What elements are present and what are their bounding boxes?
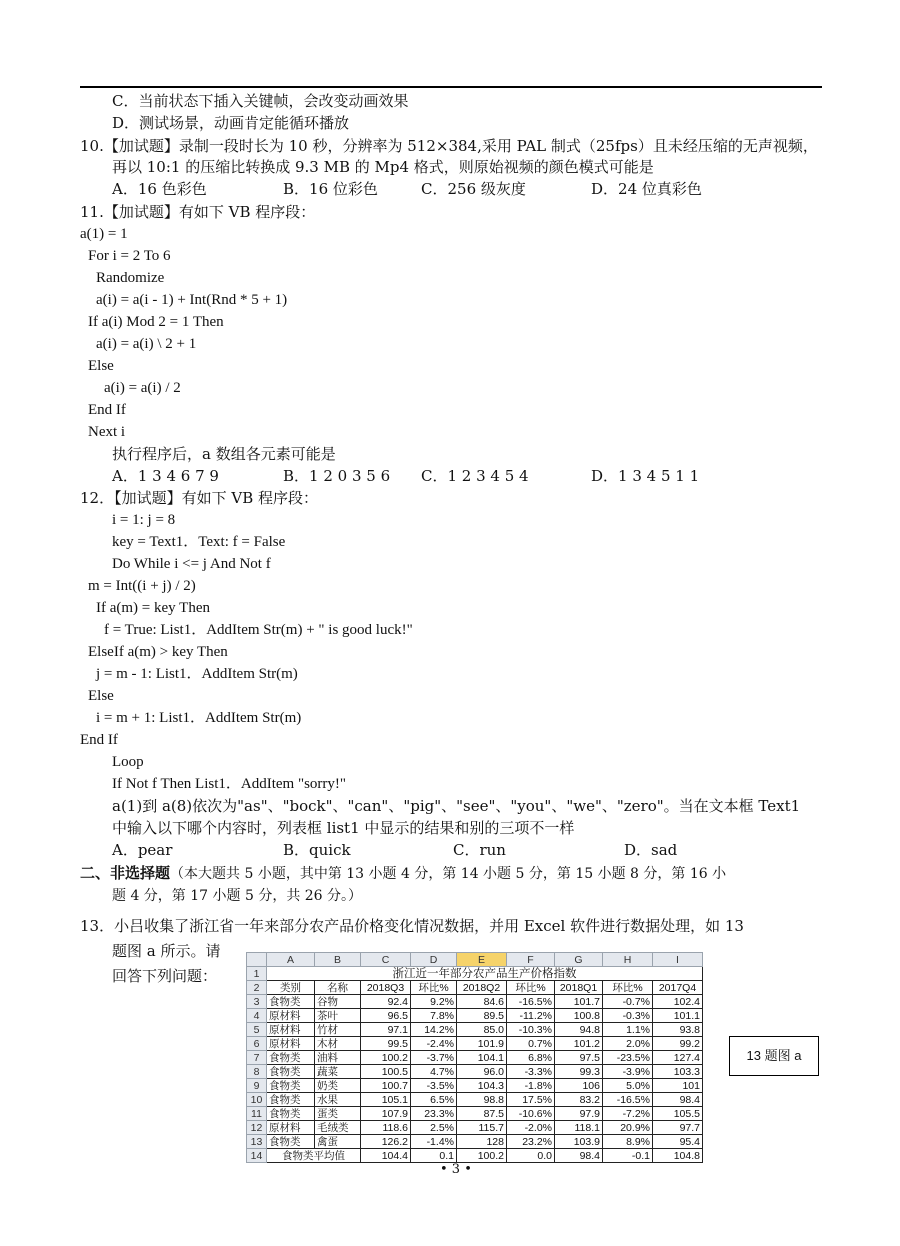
data-cell[interactable]: -2.4% <box>411 1037 457 1051</box>
table-row <box>247 1023 703 1037</box>
column-header[interactable]: C <box>361 953 411 967</box>
data-cell[interactable]: 97.5 <box>555 1051 603 1065</box>
q11-option-b: B．1 2 0 3 5 6 <box>283 467 391 485</box>
q9-option-c: C．当前状态下插入关键帧，会改变动画效果 <box>112 92 409 110</box>
data-cell[interactable]: -10.3% <box>507 1023 555 1037</box>
data-cell[interactable]: 原材料 <box>267 1037 315 1051</box>
data-cell[interactable]: 谷物 <box>315 995 361 1009</box>
q12-code-line: f = True: List1．AddItem Str(m) + " is good luck!" <box>104 622 413 638</box>
data-cell[interactable]: 4.7% <box>411 1065 457 1079</box>
header-cell[interactable]: 2018Q1 <box>555 981 603 995</box>
data-cell[interactable]: 100.7 <box>361 1079 411 1093</box>
data-cell[interactable]: 96.5 <box>361 1009 411 1023</box>
data-cell[interactable]: 92.4 <box>361 995 411 1009</box>
data-cell[interactable]: -1.4% <box>411 1135 457 1149</box>
data-cell[interactable]: 100.8 <box>555 1009 603 1023</box>
data-cell[interactable]: 97.1 <box>361 1023 411 1037</box>
table-row <box>247 981 703 995</box>
data-cell[interactable]: 99.2 <box>653 1037 703 1051</box>
header-cell[interactable]: 环比% <box>411 981 457 995</box>
data-cell[interactable]: 8.9% <box>603 1135 653 1149</box>
column-header-row <box>247 953 703 967</box>
data-cell[interactable]: -2.0% <box>507 1121 555 1135</box>
average-cell[interactable]: -0.1 <box>603 1149 653 1163</box>
spreadsheet <box>246 952 703 1163</box>
data-cell[interactable]: 97.7 <box>653 1121 703 1135</box>
data-cell[interactable]: 100.2 <box>361 1051 411 1065</box>
q13-stem-line2: 题图 a 所示。请 <box>112 942 221 960</box>
data-cell[interactable]: 食物类 <box>267 1065 315 1079</box>
q12-code-line: If a(m) = key Then <box>96 600 210 616</box>
header-cell[interactable]: 名称 <box>315 981 361 995</box>
q12-code-line: i = m + 1: List1．AddItem Str(m) <box>96 710 302 726</box>
row-header[interactable]: 3 <box>247 995 267 1009</box>
data-cell[interactable]: -16.5% <box>507 995 555 1009</box>
column-header[interactable]: A <box>267 953 315 967</box>
column-header[interactable]: G <box>555 953 603 967</box>
data-cell[interactable]: 奶类 <box>315 1079 361 1093</box>
data-cell[interactable]: 油料 <box>315 1051 361 1065</box>
data-cell[interactable]: 9.2% <box>411 995 457 1009</box>
data-cell[interactable]: 96.0 <box>457 1065 507 1079</box>
data-cell[interactable]: 原材料 <box>267 1121 315 1135</box>
data-cell[interactable]: 木材 <box>315 1037 361 1051</box>
table-row <box>247 1037 703 1051</box>
row-header[interactable]: 6 <box>247 1037 267 1051</box>
data-cell[interactable]: 毛绒类 <box>315 1121 361 1135</box>
q11-question: 执行程序后，a 数组各元素可能是 <box>112 445 336 463</box>
data-cell[interactable]: -16.5% <box>603 1093 653 1107</box>
average-cell[interactable]: 104.4 <box>361 1149 411 1163</box>
data-cell[interactable]: 99.3 <box>555 1065 603 1079</box>
row-header[interactable]: 7 <box>247 1051 267 1065</box>
row-header[interactable]: 8 <box>247 1065 267 1079</box>
data-cell[interactable]: 7.8% <box>411 1009 457 1023</box>
average-cell[interactable]: 100.2 <box>457 1149 507 1163</box>
data-cell[interactable]: 104.3 <box>457 1079 507 1093</box>
q12-code-line: End If <box>80 732 118 748</box>
column-header[interactable]: H <box>603 953 653 967</box>
figure-label: 13 题图 a <box>729 1036 819 1076</box>
table-row <box>247 995 703 1009</box>
data-cell[interactable]: -1.8% <box>507 1079 555 1093</box>
q12-code-line: Else <box>88 688 114 704</box>
data-cell[interactable]: 0.7% <box>507 1037 555 1051</box>
section2-line1 <box>80 863 726 884</box>
data-cell[interactable]: 蛋类 <box>315 1107 361 1121</box>
data-cell[interactable]: 101.7 <box>555 995 603 1009</box>
data-cell[interactable]: 20.9% <box>603 1121 653 1135</box>
data-cell[interactable]: 原材料 <box>267 1023 315 1037</box>
data-cell[interactable]: -3.9% <box>603 1065 653 1079</box>
page-number: • 3 • <box>440 1162 472 1177</box>
q12-description-line2: 中输入以下哪个内容时，列表框 list1 中显示的结果和别的三项不一样 <box>112 819 575 837</box>
q11-code-line: Next i <box>88 424 126 440</box>
section2-heading: 二、非选择题 <box>80 864 171 882</box>
column-header[interactable]: I <box>653 953 703 967</box>
table-row-average <box>247 1149 703 1163</box>
row-header[interactable]: 9 <box>247 1079 267 1093</box>
table-row <box>247 1093 703 1107</box>
average-cell[interactable]: 0.0 <box>507 1149 555 1163</box>
data-cell[interactable]: 水果 <box>315 1093 361 1107</box>
q11-code-line: End If <box>88 402 126 418</box>
data-cell[interactable]: 102.4 <box>653 995 703 1009</box>
row-header[interactable]: 2 <box>247 981 267 995</box>
data-cell[interactable]: 食物类 <box>267 995 315 1009</box>
data-cell[interactable]: 6.8% <box>507 1051 555 1065</box>
data-cell[interactable]: 5.0% <box>603 1079 653 1093</box>
average-cell[interactable]: 98.4 <box>555 1149 603 1163</box>
data-cell[interactable]: 2.0% <box>603 1037 653 1051</box>
data-cell[interactable]: 2.5% <box>411 1121 457 1135</box>
q13-stem-line1: 13．小吕收集了浙江省一年来部分农产品价格变化情况数据，并用 Excel 软件进行数据处理，如 13 <box>80 917 744 935</box>
q11-code-line: Randomize <box>96 270 165 286</box>
q11-code-line: a(i) = a(i) \ 2 + 1 <box>96 336 197 352</box>
table-row <box>247 1107 703 1121</box>
row-header[interactable]: 10 <box>247 1093 267 1107</box>
corner-cell[interactable] <box>247 953 267 967</box>
data-cell[interactable]: 98.8 <box>457 1093 507 1107</box>
data-cell[interactable]: 101.9 <box>457 1037 507 1051</box>
q10-option-a: A．16 色彩色 <box>112 180 207 198</box>
data-cell[interactable]: 105.5 <box>653 1107 703 1121</box>
q12-option-d: D．sad <box>624 841 678 859</box>
header-cell[interactable]: 2018Q2 <box>457 981 507 995</box>
data-cell[interactable]: 128 <box>457 1135 507 1149</box>
data-cell[interactable]: -23.5% <box>603 1051 653 1065</box>
q12-code-line: Do While i <= j And Not f <box>112 556 271 572</box>
table-row <box>247 1065 703 1079</box>
data-cell[interactable]: 禽蛋 <box>315 1135 361 1149</box>
table-row <box>247 1009 703 1023</box>
row-header[interactable]: 5 <box>247 1023 267 1037</box>
data-cell[interactable]: 食物类 <box>267 1079 315 1093</box>
section2-line2: 题 4 分，第 17 小题 5 分，共 26 分。） <box>112 888 363 904</box>
header-cell[interactable]: 2018Q3 <box>361 981 411 995</box>
data-cell[interactable]: 101.1 <box>653 1009 703 1023</box>
q11-code-line: If a(i) Mod 2 = 1 Then <box>88 314 224 330</box>
data-cell[interactable]: 89.5 <box>457 1009 507 1023</box>
q11-option-a: A．1 3 4 6 7 9 <box>112 467 219 485</box>
column-header[interactable]: F <box>507 953 555 967</box>
data-cell[interactable]: 17.5% <box>507 1093 555 1107</box>
average-cell[interactable]: 104.8 <box>653 1149 703 1163</box>
q12-title: 12．【加试题】有如下 VB 程序段： <box>80 489 318 507</box>
data-cell[interactable]: 101 <box>653 1079 703 1093</box>
data-cell[interactable]: 118.1 <box>555 1121 603 1135</box>
sheet-title[interactable]: 浙江近一年部分农产品生产价格指数 <box>267 967 703 981</box>
data-cell[interactable]: 104.1 <box>457 1051 507 1065</box>
data-cell[interactable]: 茶叶 <box>315 1009 361 1023</box>
average-cell[interactable]: 0.1 <box>411 1149 457 1163</box>
header-cell[interactable]: 环比% <box>603 981 653 995</box>
row-header[interactable]: 4 <box>247 1009 267 1023</box>
column-header[interactable]: D <box>411 953 457 967</box>
q12-code-line: i = 1: j = 8 <box>112 512 176 528</box>
data-cell[interactable]: 107.9 <box>361 1107 411 1121</box>
q12-code-line: m = Int((i + j) / 2) <box>88 578 196 594</box>
data-cell[interactable]: 83.2 <box>555 1093 603 1107</box>
data-cell[interactable]: 105.1 <box>361 1093 411 1107</box>
q10-stem-line1: 10.【加试题】录制一段时长为 10 秒，分辨率为 512×384,采用 PAL 制式（25fps）且未经压缩的无声视频， <box>80 137 818 155</box>
q11-option-c: C．1 2 3 4 5 4 <box>421 467 529 485</box>
q13-stem-line3: 回答下列问题： <box>112 967 218 985</box>
data-cell[interactable]: -0.3% <box>603 1009 653 1023</box>
q12-code-line: key = Text1．Text: f = False <box>112 534 286 550</box>
data-cell[interactable]: 98.4 <box>653 1093 703 1107</box>
q12-code-line: If Not f Then List1．AddItem "sorry!" <box>112 776 347 792</box>
data-cell[interactable]: -0.7% <box>603 995 653 1009</box>
data-cell[interactable]: 100.5 <box>361 1065 411 1079</box>
data-cell[interactable]: 94.8 <box>555 1023 603 1037</box>
table-row <box>247 1079 703 1093</box>
header-cell[interactable]: 类别 <box>267 981 315 995</box>
data-cell[interactable]: 23.3% <box>411 1107 457 1121</box>
row-header[interactable]: 1 <box>247 967 267 981</box>
q10-stem-line2: 再以 10:1 的压缩比转换成 9.3 MB 的 Mp4 格式，则原始视频的颜色模式可能是 <box>112 158 654 176</box>
data-cell[interactable]: 87.5 <box>457 1107 507 1121</box>
data-cell[interactable]: 竹材 <box>315 1023 361 1037</box>
data-cell[interactable]: 103.9 <box>555 1135 603 1149</box>
data-cell[interactable]: 95.4 <box>653 1135 703 1149</box>
q10-option-b: B．16 位彩色 <box>283 180 378 198</box>
q11-code-line: Else <box>88 358 114 374</box>
section2-note: （本大题共 5 小题，其中第 13 小题 4 分，第 14 小题 5 分，第 15 小题 8 分，第 16 小 <box>170 866 727 882</box>
data-cell[interactable]: 23.2% <box>507 1135 555 1149</box>
data-cell[interactable]: 97.9 <box>555 1107 603 1121</box>
data-cell[interactable]: 118.6 <box>361 1121 411 1135</box>
data-cell[interactable]: 食物类 <box>267 1093 315 1107</box>
q11-code-line: For i = 2 To 6 <box>88 248 171 264</box>
q11-code-line: a(i) = a(i) / 2 <box>104 380 181 396</box>
column-header-selected[interactable]: E <box>457 953 507 967</box>
data-cell[interactable]: -3.7% <box>411 1051 457 1065</box>
data-cell[interactable]: -3.5% <box>411 1079 457 1093</box>
table-row <box>247 1121 703 1135</box>
row-header[interactable]: 11 <box>247 1107 267 1121</box>
data-cell[interactable]: -10.6% <box>507 1107 555 1121</box>
data-cell[interactable]: 85.0 <box>457 1023 507 1037</box>
data-cell[interactable]: 食物类 <box>267 1135 315 1149</box>
data-cell[interactable]: 1.1% <box>603 1023 653 1037</box>
data-cell[interactable]: 126.2 <box>361 1135 411 1149</box>
data-cell[interactable]: -11.2% <box>507 1009 555 1023</box>
row-header[interactable]: 14 <box>247 1149 267 1163</box>
q12-option-b: B．quick <box>283 841 351 859</box>
header-cell[interactable]: 2017Q4 <box>653 981 703 995</box>
data-cell[interactable]: 101.2 <box>555 1037 603 1051</box>
data-cell[interactable]: 106 <box>555 1079 603 1093</box>
data-cell[interactable]: 84.6 <box>457 995 507 1009</box>
data-cell[interactable]: 99.5 <box>361 1037 411 1051</box>
data-cell[interactable]: 6.5% <box>411 1093 457 1107</box>
data-cell[interactable]: -3.3% <box>507 1065 555 1079</box>
data-cell[interactable]: 蔬菜 <box>315 1065 361 1079</box>
table-row <box>247 1135 703 1149</box>
q12-code-line: Loop <box>112 754 144 770</box>
table-row <box>247 1051 703 1065</box>
header-rule <box>80 86 822 88</box>
q10-option-d: D．24 位真彩色 <box>591 180 702 198</box>
data-cell[interactable]: 食物类 <box>267 1051 315 1065</box>
row-header[interactable]: 13 <box>247 1135 267 1149</box>
q12-description-line1: a(1)到 a(8)依次为"as"、"bock"、"can"、"pig"、"see"、"you"、"we"、"zero"。当在文本框 Text1 <box>112 797 801 815</box>
data-cell[interactable]: 115.7 <box>457 1121 507 1135</box>
data-cell[interactable]: 食物类 <box>267 1107 315 1121</box>
average-label[interactable]: 食物类平均值 <box>267 1149 361 1163</box>
data-cell[interactable]: 原材料 <box>267 1009 315 1023</box>
column-header[interactable]: B <box>315 953 361 967</box>
q12-option-c: C．run <box>453 841 506 859</box>
q12-code-line: ElseIf a(m) > key Then <box>88 644 228 660</box>
data-cell[interactable]: -7.2% <box>603 1107 653 1121</box>
row-header[interactable]: 12 <box>247 1121 267 1135</box>
data-cell[interactable]: 14.2% <box>411 1023 457 1037</box>
q10-option-c: C．256 级灰度 <box>421 180 526 198</box>
data-cell[interactable]: 103.3 <box>653 1065 703 1079</box>
q12-option-a: A．pear <box>112 841 173 859</box>
q11-title: 11.【加试题】有如下 VB 程序段： <box>80 203 316 221</box>
q11-option-d: D．1 3 4 5 1 1 <box>591 467 700 485</box>
q11-code-line: a(1) = 1 <box>80 226 128 242</box>
data-cell[interactable]: 127.4 <box>653 1051 703 1065</box>
header-cell[interactable]: 环比% <box>507 981 555 995</box>
q11-code-line: a(i) = a(i - 1) + Int(Rnd * 5 + 1) <box>96 292 288 308</box>
table-row <box>247 967 703 981</box>
q12-code-line: j = m - 1: List1．AddItem Str(m) <box>96 666 298 682</box>
q9-option-d: D．测试场景，动画肯定能循环播放 <box>112 114 350 132</box>
data-cell[interactable]: 93.8 <box>653 1023 703 1037</box>
